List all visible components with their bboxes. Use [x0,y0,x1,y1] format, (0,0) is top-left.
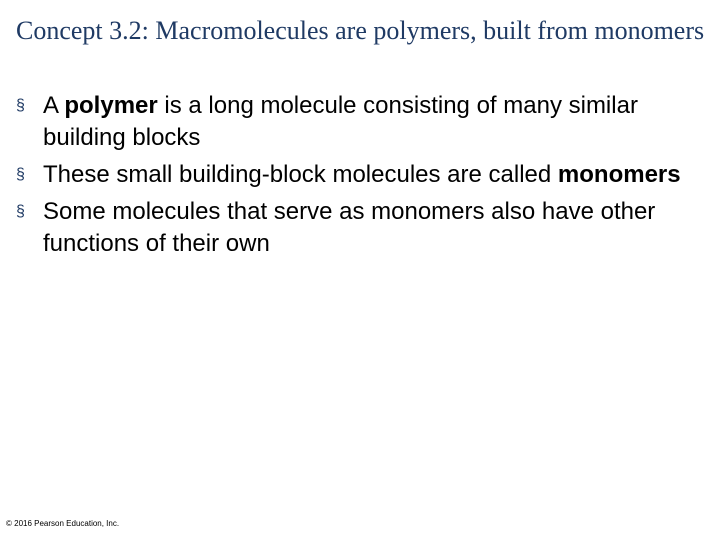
bullet-text-post: is a long molecule consisting of many similar building blocks [43,92,638,151]
bullet-item [16,159,706,191]
square-bullet-icon: § [16,166,25,183]
bullet-term-polymer: polymer [64,92,158,119]
bullet-item [16,90,706,154]
square-bullet-icon: § [16,97,25,114]
bullet-text-pre: A [43,92,65,119]
bullet-term-monomers: monomers [557,161,681,188]
bullet-text-pre: These small building-block molecules are called [43,161,558,188]
slide-title: Concept 3.2: Macromolecules are polymers, built from monomers [16,16,705,45]
bullet-text-pre: Some molecules that serve as monomers also have other functions of their own [43,198,656,257]
square-bullet-icon: § [16,203,25,220]
bullet-item [16,196,706,260]
bullet-list [16,90,706,265]
copyright-footer: © 2016 Pearson Education, Inc. [6,519,120,528]
